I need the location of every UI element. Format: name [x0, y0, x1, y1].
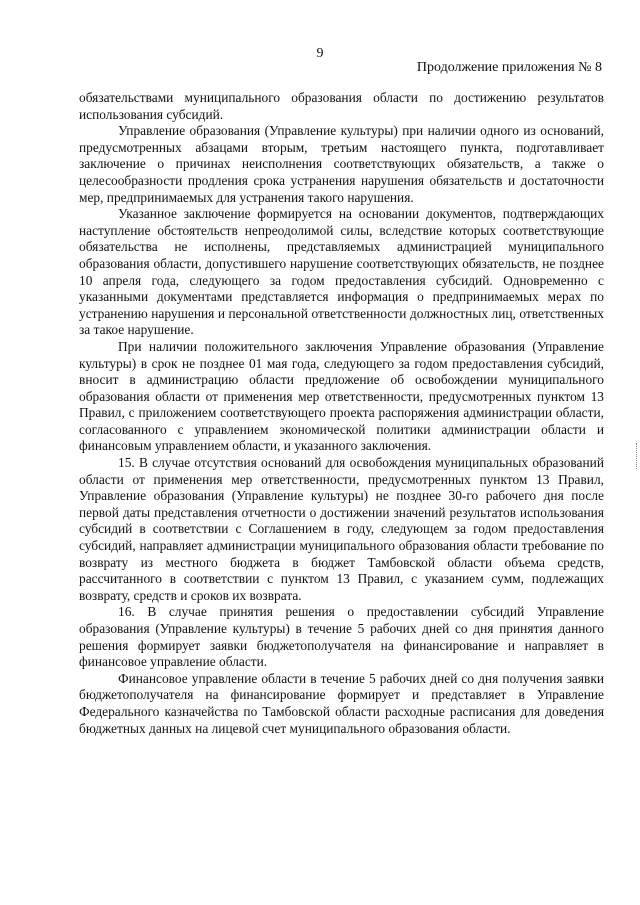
paragraph-item-15: 15. В случае отсутствия оснований для освобождения муниципальных образований области от применения мер ответственности, предусмотренных пунктом 13 Правил, Управление образования (Управление культуры) не позднее 30-го рабочего дня после первой даты представления отчетности о достижении значений результатов использования субсидий в соответствии с Соглашением в году, следующем за годом предоставления субсидий, направляет администрации муниципального образования области требование по возврату из местного бюджета в бюджет Тамбовской области объема средств, рассчитанного в соответствии с пунктом 13 Правил, с указанием сумм, подлежащих возврату, средств и сроков их возврата.	[79, 455, 604, 603]
paragraph-continuation: обязательствами муниципального образования области по достижению результатов использования субсидий.	[79, 90, 604, 122]
body-text	[79, 90, 604, 737]
appendix-continuation-note: Продолжение приложения № 8	[416, 60, 602, 75]
paragraph-conclusion-basis: Указанное заключение формируется на основании документов, подтверждающих наступление обстоятельств непреодолимой силы, вследствие которых соответствующие обязательства не исполнены, представляемых администрацией муниципального образования области, допустившего нарушение соответствующих обязательств, не позднее 10 апреля года, следующего за годом предоставления субсидий. Одновременно с указанными документами представляется информация о предпринимаемых мерах по устранению нарушения и персональной ответственности должностных лиц, ответственных за такое нарушение.	[79, 206, 604, 338]
paragraph-conclusion-preparation: Управление образования (Управление культуры) при наличии одного из оснований, предусмотренных абзацами вторым, третьим настоящего пункта, подготавливает заключение о причинах неисполнения соответствующих обязательств, а также о целесообразности продления срока устранения нарушения обязательств и достаточности мер, предпринимаемых для устранения такого нарушения.	[79, 123, 604, 205]
scan-edge-mark	[636, 443, 638, 469]
paragraph-positive-conclusion: При наличии положительного заключения Управление образования (Управление культуры) в срок не позднее 01 мая года, следующего за годом предоставления субсидий, вносит в администрацию области предложение об освобождении муниципального образования области от применения мер ответственности, предусмотренных пунктом 13 Правил, с приложением соответствующего проекта распоряжения администрации области, согласованного с управлением экономической политики администрации области и финансовым управлением области, и указанного заключения.	[79, 338, 604, 454]
page-number: 9	[316, 46, 324, 61]
paragraph-financial-department: Финансовое управление области в течение 5 рабочих дней со дня получения заявки бюджетополучателя на финансирование формирует и представляет в Управление Федерального казначейства по Тамбовской области расходные расписания для доведения бюджетных данных на лицевой счет муниципального образования области.	[79, 670, 604, 736]
paragraph-item-16: 16. В случае принятия решения о предоставлении субсидий Управление образования (Управление культуры) в течение 5 рабочих дней со дня принятия данного решения формирует заявки бюджетополучателя на финансирование и направляет в финансовое управление области.	[79, 604, 604, 670]
